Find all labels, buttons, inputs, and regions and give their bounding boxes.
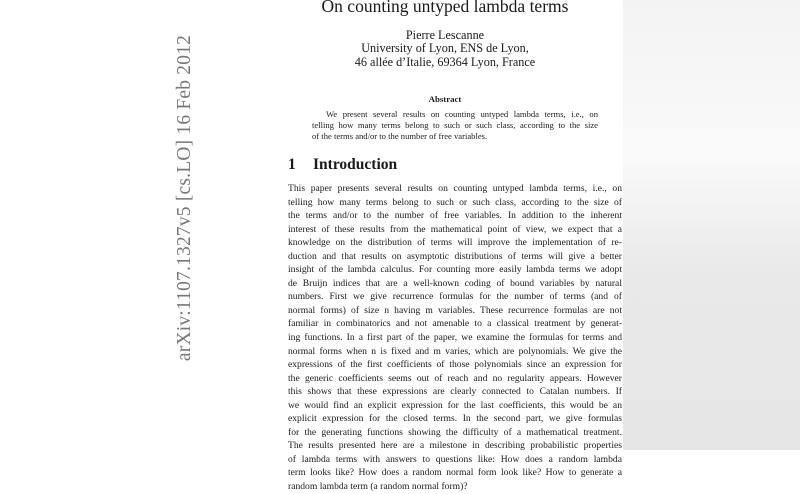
body-line: insight of the lambda calculus. For counting more easily lambda terms we adopt: [288, 264, 622, 276]
introduction-body: [288, 182, 622, 494]
abstract-line: telling how many terms belong to such or such class, according to the size: [312, 120, 598, 131]
body-line: telling how many terms belong to such or such class, according to the size of: [288, 196, 622, 208]
abstract-line: of the terms and/or to the number of free variables.: [312, 131, 488, 142]
arxiv-stamp: arXiv:1107.1327v5 [cs.LO] 16 Feb 2012: [174, 34, 195, 362]
author-address: 46 allée d’Italie, 69364 Lyon, France: [354, 54, 536, 69]
body-line: de Bruijn indices that are a well-known coding of bound variables by natural: [288, 277, 622, 289]
body-line: familiar in combinatorics and not amenable to a classical treatment by generat-: [288, 318, 622, 330]
body-line: expressions of the first coefficients of those polynomials since an expression for: [288, 359, 622, 371]
body-line: The results presented here are a milestone in describing probabilistic properties: [288, 440, 622, 452]
paper-title: On counting untyped lambda terms: [321, 0, 569, 16]
section-number: 1: [288, 156, 296, 173]
author-name: Pierre Lescanne: [405, 28, 485, 42]
section-heading: [288, 156, 397, 174]
section-title: Introduction: [313, 156, 398, 173]
body-line: numbers. First we give recurrence formulas for the number of terms (and of: [288, 291, 622, 303]
viewer-background: [623, 0, 800, 450]
abstract-line: We present several results on counting untyped lambda terms, i.e., on: [326, 109, 598, 119]
author-block: [265, 29, 625, 69]
author-affiliation: University of Lyon, ENS de Lyon,: [361, 41, 529, 56]
body-line: interest of these results from the mathematical point of view, we expect that a: [288, 223, 622, 235]
body-line: ing functions. In a first part of the paper, we examine the formulas for terms and: [288, 332, 622, 344]
body-line: this shows that these expressions are clearly connected to Catalan numbers. If: [288, 386, 622, 398]
body-line: explicit expression for the closed terms. In the second part, we give formulas: [288, 413, 622, 425]
abstract-body: [312, 109, 598, 143]
abstract-heading: Abstract: [428, 94, 462, 104]
body-line: knowledge on the distribution of terms will improve the implementation of re-: [288, 237, 622, 249]
body-line: term looks like? How does a random normal form look like? How to generate a: [288, 467, 622, 479]
body-line: the generic coefficients seems out of reach and no regularity appears. However: [288, 372, 622, 384]
body-line: random lambda term (a random normal form)?: [288, 481, 468, 493]
body-line: normal forms) of size n having m variables. These recurrence formulas are not: [288, 304, 622, 316]
body-line: normal forms when n is fixed and m varies, which are polynomials. We give the: [288, 345, 622, 357]
body-line: for the generating functions showing the difficulty of a mathematical treatment.: [288, 426, 622, 438]
body-line: of lambda terms with answers to questions like: How does a random lambda: [288, 453, 622, 465]
body-line: the terms and/or to the number of free variables. In addition to the inherent: [288, 210, 622, 222]
body-line: This paper presents several results on counting untyped lambda terms, i.e., on: [288, 183, 622, 194]
body-line: duction and that results on asymptotic distributions of terms will give a better: [288, 250, 622, 262]
body-line: we would find an explicit expression for the last coefficients, this would be an: [288, 399, 622, 411]
